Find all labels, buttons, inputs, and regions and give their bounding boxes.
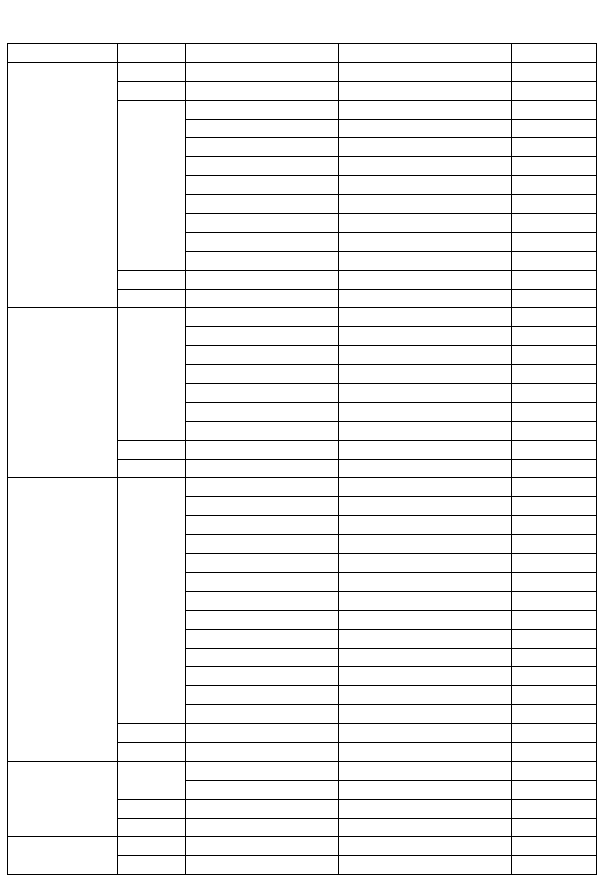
- amount-cell: [512, 119, 597, 138]
- item-cell: [186, 157, 339, 176]
- amount-cell: [512, 629, 597, 648]
- division-cell: [118, 799, 186, 818]
- division-cell: [118, 742, 186, 761]
- division-cell: [118, 270, 186, 289]
- detail-cell: [339, 119, 512, 138]
- division-cell: [118, 195, 186, 214]
- amount-cell: [512, 497, 597, 516]
- amount-cell: [512, 440, 597, 459]
- division-cell: [118, 761, 186, 780]
- amount-cell: [512, 138, 597, 157]
- table-body: [8, 62, 597, 874]
- detail-cell: [339, 591, 512, 610]
- detail-cell: [339, 535, 512, 554]
- item-cell: [186, 365, 339, 384]
- amount-cell: [512, 761, 597, 780]
- item-cell: [186, 100, 339, 119]
- amount-cell: [512, 459, 597, 478]
- amount-cell: [512, 724, 597, 743]
- amount-cell: [512, 516, 597, 535]
- item-cell: [186, 195, 339, 214]
- item-cell: [186, 610, 339, 629]
- division-cell: [118, 572, 186, 591]
- division-cell: [118, 724, 186, 743]
- item-cell: [186, 327, 339, 346]
- item-cell: [186, 554, 339, 573]
- detail-cell: [339, 289, 512, 308]
- division-cell: [118, 365, 186, 384]
- division-cell: [118, 516, 186, 535]
- item-cell: [186, 251, 339, 270]
- item-cell: [186, 289, 339, 308]
- detail-cell: [339, 157, 512, 176]
- division-cell: [118, 780, 186, 799]
- division-cell: [118, 157, 186, 176]
- detail-cell: [339, 270, 512, 289]
- detail-cell: [339, 837, 512, 856]
- item-cell: [186, 308, 339, 327]
- division-cell: [118, 705, 186, 724]
- item-cell: [186, 742, 339, 761]
- division-cell: [118, 62, 186, 81]
- amount-cell: [512, 346, 597, 365]
- item-cell: [186, 119, 339, 138]
- detail-cell: [339, 667, 512, 686]
- item-cell: [186, 799, 339, 818]
- amount-cell: [512, 780, 597, 799]
- item-cell: [186, 459, 339, 478]
- item-cell: [186, 81, 339, 100]
- detail-cell: [339, 724, 512, 743]
- amount-cell: [512, 818, 597, 837]
- amount-cell: [512, 705, 597, 724]
- item-cell: [186, 497, 339, 516]
- division-cell: [118, 251, 186, 270]
- detail-cell: [339, 686, 512, 705]
- division-cell: [118, 610, 186, 629]
- item-cell: [186, 62, 339, 81]
- amount-cell: [512, 648, 597, 667]
- item-cell: [186, 478, 339, 497]
- detail-cell: [339, 516, 512, 535]
- amount-cell: [512, 251, 597, 270]
- detail-cell: [339, 365, 512, 384]
- item-cell: [186, 232, 339, 251]
- header-cell: [339, 44, 512, 63]
- item-cell: [186, 440, 339, 459]
- amount-cell: [512, 591, 597, 610]
- item-cell: [186, 856, 339, 875]
- item-cell: [186, 346, 339, 365]
- table-row: [8, 62, 597, 81]
- header-cell: [186, 44, 339, 63]
- item-cell: [186, 384, 339, 403]
- detail-cell: [339, 421, 512, 440]
- detail-cell: [339, 554, 512, 573]
- item-cell: [186, 705, 339, 724]
- amount-cell: [512, 478, 597, 497]
- amount-cell: [512, 157, 597, 176]
- detail-cell: [339, 761, 512, 780]
- division-cell: [118, 535, 186, 554]
- construction-breakdown-table: [7, 43, 597, 875]
- division-cell: [118, 667, 186, 686]
- item-cell: [186, 176, 339, 195]
- header-row: [8, 44, 597, 63]
- item-cell: [186, 780, 339, 799]
- item-cell: [186, 724, 339, 743]
- detail-cell: [339, 100, 512, 119]
- item-cell: [186, 572, 339, 591]
- division-cell: [118, 232, 186, 251]
- amount-cell: [512, 742, 597, 761]
- detail-cell: [339, 705, 512, 724]
- table-row: [8, 308, 597, 327]
- detail-cell: [339, 610, 512, 629]
- division-cell: [118, 119, 186, 138]
- amount-cell: [512, 572, 597, 591]
- amount-cell: [512, 214, 597, 233]
- division-cell: [118, 856, 186, 875]
- division-cell: [118, 440, 186, 459]
- detail-cell: [339, 497, 512, 516]
- amount-cell: [512, 837, 597, 856]
- item-cell: [186, 761, 339, 780]
- division-cell: [118, 421, 186, 440]
- category-cell: [8, 62, 118, 308]
- item-cell: [186, 591, 339, 610]
- table-row: [8, 478, 597, 497]
- division-cell: [118, 648, 186, 667]
- division-cell: [118, 346, 186, 365]
- item-cell: [186, 686, 339, 705]
- detail-cell: [339, 459, 512, 478]
- division-cell: [118, 308, 186, 327]
- amount-cell: [512, 610, 597, 629]
- amount-cell: [512, 289, 597, 308]
- detail-cell: [339, 478, 512, 497]
- table-row: [8, 761, 597, 780]
- division-cell: [118, 402, 186, 421]
- division-cell: [118, 497, 186, 516]
- division-cell: [118, 818, 186, 837]
- detail-cell: [339, 742, 512, 761]
- detail-cell: [339, 384, 512, 403]
- division-cell: [118, 138, 186, 157]
- detail-cell: [339, 440, 512, 459]
- detail-cell: [339, 327, 512, 346]
- amount-cell: [512, 554, 597, 573]
- category-cell: [8, 308, 118, 478]
- division-cell: [118, 591, 186, 610]
- amount-cell: [512, 421, 597, 440]
- item-cell: [186, 535, 339, 554]
- amount-cell: [512, 270, 597, 289]
- division-cell: [118, 459, 186, 478]
- header-cell: [118, 44, 186, 63]
- division-cell: [118, 686, 186, 705]
- amount-cell: [512, 62, 597, 81]
- detail-cell: [339, 818, 512, 837]
- amount-cell: [512, 365, 597, 384]
- detail-cell: [339, 402, 512, 421]
- detail-cell: [339, 648, 512, 667]
- amount-cell: [512, 667, 597, 686]
- division-cell: [118, 837, 186, 856]
- amount-cell: [512, 856, 597, 875]
- detail-cell: [339, 308, 512, 327]
- division-cell: [118, 327, 186, 346]
- division-cell: [118, 100, 186, 119]
- amount-cell: [512, 686, 597, 705]
- detail-cell: [339, 138, 512, 157]
- amount-cell: [512, 799, 597, 818]
- detail-cell: [339, 176, 512, 195]
- item-cell: [186, 270, 339, 289]
- division-cell: [118, 629, 186, 648]
- division-cell: [118, 289, 186, 308]
- detail-cell: [339, 346, 512, 365]
- category-cell: [8, 837, 118, 875]
- item-cell: [186, 421, 339, 440]
- header-cell: [512, 44, 597, 63]
- header-cell: [8, 44, 118, 63]
- amount-cell: [512, 402, 597, 421]
- amount-cell: [512, 535, 597, 554]
- item-cell: [186, 818, 339, 837]
- amount-cell: [512, 232, 597, 251]
- detail-cell: [339, 572, 512, 591]
- detail-cell: [339, 81, 512, 100]
- item-cell: [186, 648, 339, 667]
- category-cell: [8, 478, 118, 761]
- item-cell: [186, 667, 339, 686]
- item-cell: [186, 402, 339, 421]
- category-cell: [8, 761, 118, 837]
- item-cell: [186, 516, 339, 535]
- division-cell: [118, 384, 186, 403]
- amount-cell: [512, 308, 597, 327]
- amount-cell: [512, 176, 597, 195]
- item-cell: [186, 138, 339, 157]
- table-row: [8, 837, 597, 856]
- detail-cell: [339, 780, 512, 799]
- amount-cell: [512, 195, 597, 214]
- detail-cell: [339, 232, 512, 251]
- detail-cell: [339, 629, 512, 648]
- division-cell: [118, 81, 186, 100]
- amount-cell: [512, 384, 597, 403]
- item-cell: [186, 214, 339, 233]
- item-cell: [186, 837, 339, 856]
- division-cell: [118, 176, 186, 195]
- detail-cell: [339, 799, 512, 818]
- detail-cell: [339, 195, 512, 214]
- amount-cell: [512, 100, 597, 119]
- division-cell: [118, 478, 186, 497]
- amount-cell: [512, 81, 597, 100]
- detail-cell: [339, 251, 512, 270]
- amount-cell: [512, 327, 597, 346]
- item-cell: [186, 629, 339, 648]
- detail-cell: [339, 856, 512, 875]
- detail-cell: [339, 214, 512, 233]
- division-cell: [118, 554, 186, 573]
- detail-cell: [339, 62, 512, 81]
- division-cell: [118, 214, 186, 233]
